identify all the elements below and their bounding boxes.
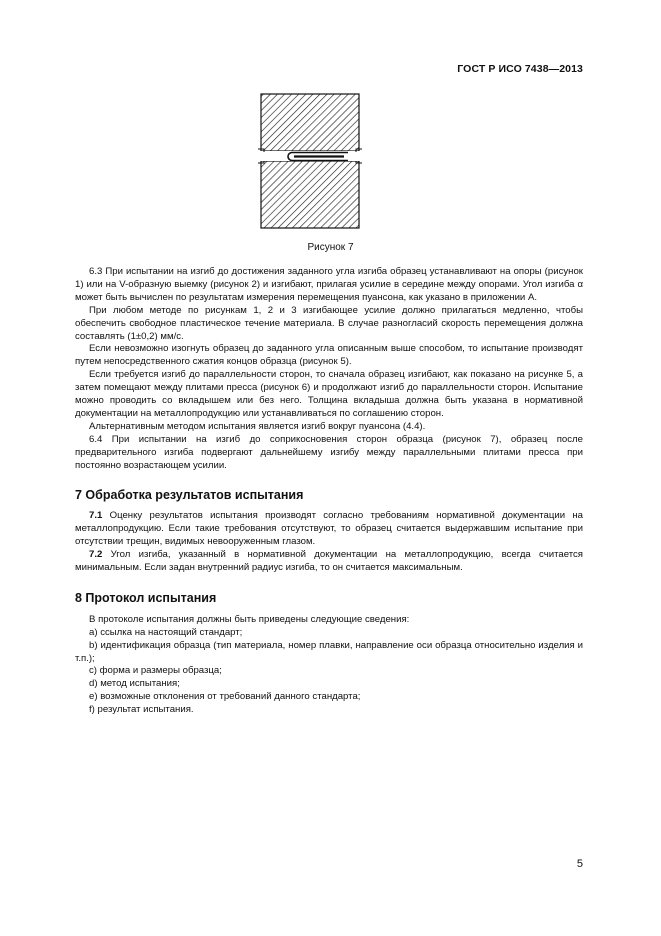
document-body	[75, 266, 583, 717]
list-item-a: a) ссылка на настоящий стандарт;	[89, 626, 243, 638]
list-item-b: b) идентификация образца (тип материала, номер плавки, направление оси образца относительно изделия и т.п.);	[75, 639, 583, 664]
paragraph-6-4: 6.4 При испытании на изгиб до соприкосновения сторон образца (рисунок 7), образец после предварительного изгиба подвергают дальнейшему изгибу между параллельными плитами пресса при постоянно возрастающем усилии.	[75, 433, 583, 471]
lower-press-plate	[261, 161, 359, 228]
paragraph-compression: Если невозможно изогнуть образец до заданного угла описанным выше способом, то испытание производят путем непосредственного сжатия концов образца (рисунок 5).	[75, 343, 583, 368]
paragraph-speed: При любом методе по рисункам 1, 2 и 3 изгибающее усилие должно прилагаться медленно, чтобы обеспечить свободное пластическое течение материала. В случае разногласий скорость перемещения должна составлять (1±0,2) мм/с.	[75, 304, 583, 342]
list-item-e: e) возможные отклонения от требований данного стандарта;	[89, 691, 361, 703]
list-item-c: c) форма и размеры образца;	[89, 665, 222, 677]
paragraph-6-3: 6.3 При испытании на изгиб до достижения заданного угла изгиба образец устанавливают на опоры (рисунок 1) или на V-образную выемку (рисунок 2) и изгибают, прилагая усилие в середине между опорами. Угол изгиба α может быть вычислен по результатам измерения перемещения пуансона, как указано в приложении А.	[75, 266, 583, 303]
press-plates-diagram	[258, 92, 368, 230]
figure-caption: Рисунок 7	[307, 242, 354, 253]
list-item-d: d) метод испытания;	[89, 678, 180, 690]
standard-code: ГОСТ Р ИСО 7438—2013	[457, 63, 583, 75]
figure-7-drawing	[258, 92, 368, 230]
list-item-f: f) результат испытания.	[89, 704, 194, 716]
paragraph-alternative: Альтернативным методом испытания является изгиб вокруг пуансона (4.4).	[89, 420, 426, 432]
section-8-intro: В протоколе испытания должны быть приведены следующие сведения:	[89, 613, 410, 625]
section-8-title: 8 Протокол испытания	[75, 590, 217, 605]
upper-press-plate	[261, 94, 359, 151]
page-number: 5	[576, 858, 583, 870]
paragraph-parallel: Если требуется изгиб до параллельности сторон, то сначала образец изгибают, как показано на рисунке 5, а затем помещают между плитами пресса (рисунок 6) и продолжают изгиб до параллельности сторон. Испытание можно проводить со вкладышем или без него. Толщина вкладыша должна быть указана в нормативной документации на металлопродукцию или устанавливаться по соглашению сторон.	[75, 369, 583, 419]
paragraph-7-1: 7.1 Оценку результатов испытания производят согласно требованиям нормативной документации на металлопродукцию. Если такие требования отсутствуют, то образец считается выдержавшим испытание при отсутствии трещин, видимых невооруженным глазом.	[75, 510, 583, 548]
paragraph-7-2: 7.2 Угол изгиба, указанный в нормативной документации на металлопродукцию, всегда считается минимальным. Если задан внутренний радиус изгиба, то он считается максимальным.	[75, 549, 583, 574]
section-7-title: 7 Обработка результатов испытания	[75, 487, 304, 502]
